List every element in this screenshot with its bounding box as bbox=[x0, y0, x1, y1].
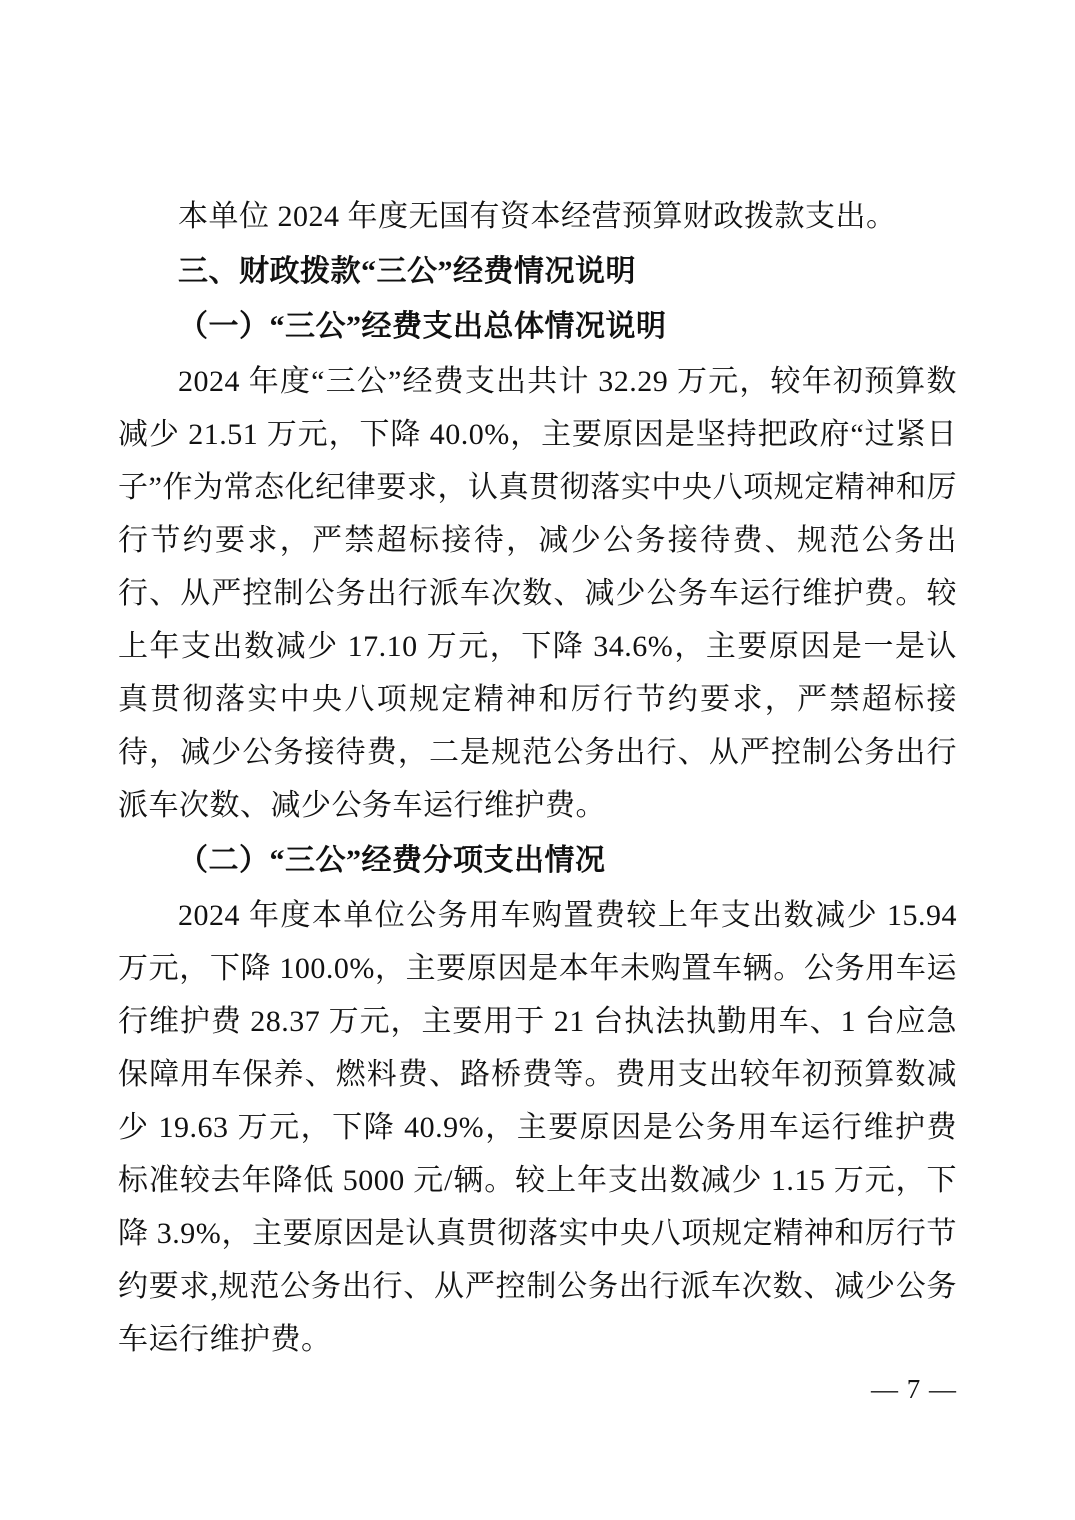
page-number: — 7 — bbox=[871, 1374, 957, 1404]
subsection-heading-overall-situation: （一）“三公”经费支出总体情况说明 bbox=[178, 310, 667, 343]
paragraph-overall-expenditure-detail: 2024 年度“三公”经费支出共计 32.29 万元，较年初预算数减少 21.51 万元，下降 40.0%，主要原因是坚持把政府“过紧日子”作为常态化纪律要求，认真贯彻落实中央八项规定精神和厉行节约要求，严禁超标接待，减少公务接待费、规范公务出行、从严控制公务出行派车次数、减少公务车运行维护费。较上年支出数减少 17.10 万元，下降 34.6%，主要原因是一是认真贯彻落实中央八项规定精神和厉行节约要求，严禁超标接待，减少公务接待费，二是规范公务出行、从严控制公务出行派车次数、减少公务车运行维护费。 bbox=[118, 365, 957, 822]
section-heading-three-public-expenses: 三、财政拨款“三公”经费情况说明 bbox=[178, 255, 636, 288]
paragraph-itemized-expenditure-detail: 2024 年度本单位公务用车购置费较上年支出数减少 15.94 万元，下降 100.0%，主要原因是本年未购置车辆。公务用车运行维护费 28.37 万元，主要用于 21 台执法执勤用车、1 台应急保障用车保养、燃料费、路桥费等。费用支出较年初预算数减少 19.63 万元，下降 40.9%，主要原因是公务用车运行维护费标准较去年降低 5000 元/辆。较上年支出数减少 1.15 万元，下降 3.9%，主要原因是认真贯彻落实中央八项规定精神和厉行节约要求,规范公务出行、从严控制公务出行派车次数、减少公务车运行维护费。 bbox=[118, 899, 957, 1356]
subsection-heading-itemized-expenditure: （二）“三公”经费分项支出情况 bbox=[178, 844, 606, 877]
paragraph-state-capital-budget: 本单位 2024 年度无国有资本经营预算财政拨款支出。 bbox=[178, 200, 897, 233]
document-body bbox=[118, 190, 957, 1366]
